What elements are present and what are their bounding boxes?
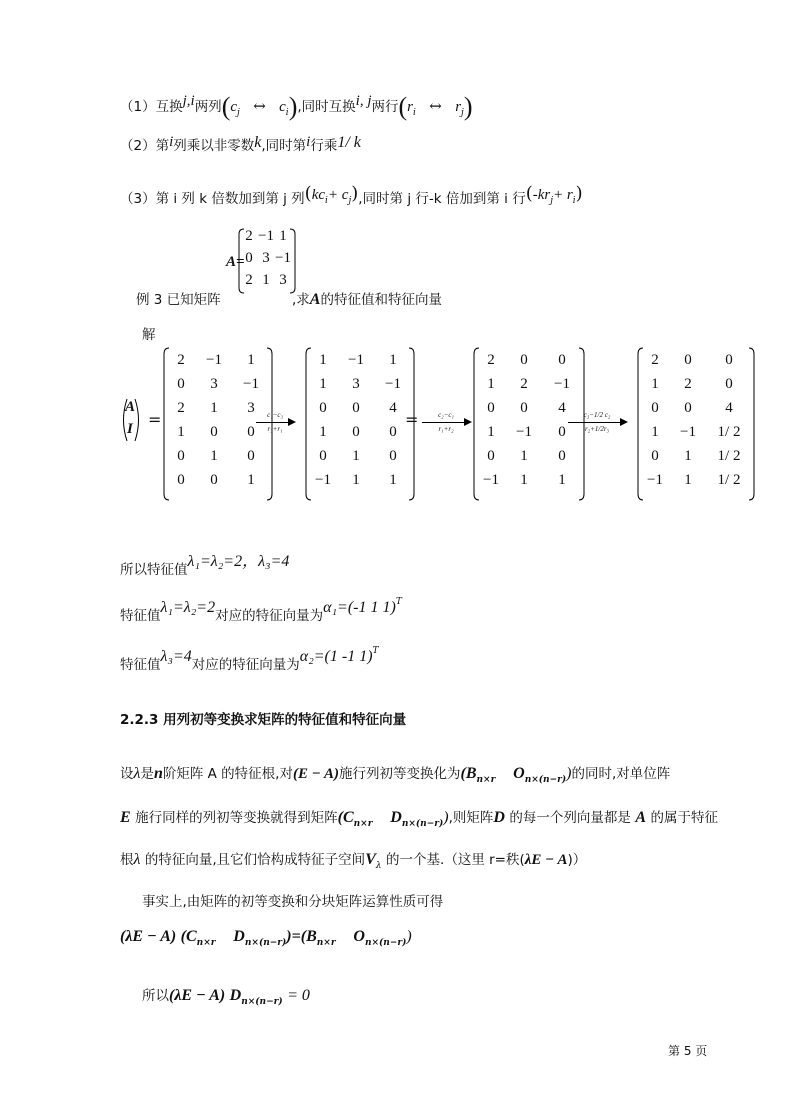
- para-2: 事实上,由矩阵的初等变换和分块矩阵运算性质可得: [142, 894, 444, 910]
- matrix-cell: 1: [651, 376, 659, 392]
- result-1: 所以特征值λ₁=λ₂=2，λ₃=4: [120, 553, 290, 578]
- matrix-cell: 0: [487, 400, 495, 416]
- arrow-2-bottom: r₁+r₂: [438, 425, 454, 433]
- example-matrix-cell: 3: [262, 250, 270, 266]
- matrix-cell: 0: [725, 352, 733, 368]
- matrix-cell: 1: [684, 472, 692, 488]
- matrix-cell: 1: [487, 424, 495, 440]
- example-matrix-cell: 2: [245, 228, 253, 244]
- equation-2: 所以(λE − A) $D_{n\times(n-r)} = 0$: [142, 987, 310, 1007]
- matrix-cell: 0: [352, 424, 360, 440]
- example-matrix-cell: −1: [275, 250, 291, 266]
- matrix-cell: 3: [352, 376, 360, 392]
- matrix-cell: 1: [247, 352, 255, 368]
- arrow-3: [568, 422, 626, 423]
- matrix-cell: 1: [319, 424, 327, 440]
- arrow-3-bottom: r₂+1/2r₃: [585, 425, 609, 433]
- matrix-cell: 0: [247, 448, 255, 464]
- matrix-cell: 2: [684, 376, 692, 392]
- matrix-cell: 0: [520, 400, 528, 416]
- matrix-cell: 1: [487, 376, 495, 392]
- arrow-1-bottom: r₃+r₁: [267, 425, 283, 433]
- matrix-cell: −1: [385, 376, 401, 392]
- matrix-cell: 0: [558, 352, 566, 368]
- example-A-eq: A=: [226, 254, 245, 270]
- matrix-cell: −1: [483, 472, 499, 488]
- arrow-2-top: c₂−c₁: [438, 411, 454, 419]
- matrix-cell: 0: [684, 352, 692, 368]
- matrix-cell: 2: [487, 352, 495, 368]
- matrix-cell: 2: [520, 376, 528, 392]
- example-matrix-cell: 0: [245, 250, 253, 266]
- matrix-cell: 2: [177, 400, 185, 416]
- matrix-cell: 1: [684, 448, 692, 464]
- example-tail: ,求A的特征值和特征向量: [292, 291, 442, 308]
- matrix-cell: 1: [389, 352, 397, 368]
- matrix-cell: −1: [315, 472, 331, 488]
- matrix-cell: 0: [651, 400, 659, 416]
- matrix-cell: −1: [680, 424, 696, 440]
- matrix-cell: 1: [352, 448, 360, 464]
- example-matrix-cell: 1: [262, 272, 270, 288]
- solve-label: 解: [142, 327, 156, 343]
- matrix-cell: 3: [247, 400, 255, 416]
- para-1-line-2: E 施行同样的列初等变换就得到矩阵($C_{n\times r}$ $D_{n\times(n-r)}$),则矩阵D 的每一个列向量都是 A 的属于特征: [120, 809, 718, 829]
- matrix-cell: 1/ 2: [717, 424, 741, 440]
- matrix-cell: 1: [558, 472, 566, 488]
- equation-1: (λE − A) ($C_{n\times r}$ $D_{n\times(n-r)})=(B_{n\times r}$ $O_{n\times(n-r)}$): [120, 928, 412, 948]
- matrix-cell: 1: [247, 472, 255, 488]
- op2-line: （2）第i列乘以非零数k,同时第i行乘1/ k: [120, 134, 361, 154]
- matrix-cell: −1: [348, 352, 364, 368]
- matrix-cell: 1: [319, 352, 327, 368]
- arrow-1-top: c₁−c₃: [267, 411, 283, 419]
- matrix-cell: −1: [243, 376, 259, 392]
- matrix-cell: 1: [352, 472, 360, 488]
- matrix-cell: 0: [177, 472, 185, 488]
- matrix-cell: 4: [725, 400, 733, 416]
- para-1-line-3: 根λ 的特征向量,且它们恰构成特征子空间$V_\lambda$ 的一个基.（这里 r=秩(λE − A)）: [120, 851, 587, 871]
- matrix-cell: 4: [558, 400, 566, 416]
- matrix-cell: 1: [389, 472, 397, 488]
- matrix-cell: 1: [520, 448, 528, 464]
- page-number: 第 5 页: [668, 1044, 708, 1058]
- arrow-2: [422, 422, 470, 423]
- section-title: 2.2.3 用列初等变换求矩阵的特征值和特征向量: [120, 712, 407, 728]
- result-2: 特征值λ₁=λ₂=2对应的特征向量为α₁=(-1 1 1)$^T$: [120, 597, 402, 624]
- matrix-cell: 1/ 2: [717, 448, 741, 464]
- para-1-line-1: 设λ是n阶矩阵 A 的特征根,对(E − A)施行列初等变换化为($B_{n\times r}$ $O_{n\times(n-r)}$)的同时,对单位阵: [120, 765, 671, 785]
- matrix-cell: 0: [520, 352, 528, 368]
- matrix-cell: 0: [558, 448, 566, 464]
- matrix-cell: 0: [684, 400, 692, 416]
- matrix-cell: 2: [177, 352, 185, 368]
- example-matrix-cell: 1: [279, 228, 287, 244]
- matrix-cell: 2: [651, 352, 659, 368]
- big-eq: =: [148, 410, 162, 429]
- result-3: 特征值λ₃=4对应的特征向量为α₂=(1 -1 1)$^T$: [120, 646, 379, 673]
- example-matrix-cell: −1: [258, 228, 274, 244]
- matrix-cell: 0: [319, 400, 327, 416]
- op3-line: （3）第 i 列 k 倍数加到第 j 列(kci+ cj),同时第 j 行-k 倍加到第 i 行(-krj+ ri): [120, 183, 583, 207]
- matrix-cell: 0: [725, 376, 733, 392]
- example-line: 例 3 已知矩阵: [136, 292, 221, 308]
- op1-line: （1）互换j,i两列($c_j$ ↔ $c_i$),同时互换i, j两行($r_i$ ↔ $r_j$): [120, 92, 473, 121]
- example-matrix-cell: 2: [245, 272, 253, 288]
- matrix-cell: −1: [647, 472, 663, 488]
- AI-bottom: I: [127, 421, 133, 437]
- matrix-cell: 0: [389, 424, 397, 440]
- example-matrix-cell: 3: [279, 272, 287, 288]
- matrix-cell: 0: [247, 424, 255, 440]
- matrix-cell: 1: [651, 424, 659, 440]
- matrix-cell: 3: [210, 376, 218, 392]
- arrow-1: [256, 422, 294, 423]
- matrix-cell: 1: [319, 376, 327, 392]
- AI-top: A: [125, 399, 136, 415]
- matrix-cell: 1: [210, 400, 218, 416]
- matrix-cell: −1: [206, 352, 222, 368]
- matrix-cell: 1: [520, 472, 528, 488]
- matrix-cell: 0: [651, 448, 659, 464]
- matrix-cell: 0: [558, 424, 566, 440]
- matrix-cell: −1: [516, 424, 532, 440]
- matrix-cell: 0: [487, 448, 495, 464]
- matrix-cell: 0: [389, 448, 397, 464]
- matrix-cell: 0: [210, 472, 218, 488]
- matrix-cell: 0: [177, 376, 185, 392]
- matrix-cell: 1: [177, 424, 185, 440]
- matrix-cell: 1/ 2: [717, 472, 741, 488]
- big-eq-2: =: [405, 410, 419, 429]
- matrix-cell: 4: [389, 400, 397, 416]
- matrix-cell: 0: [177, 448, 185, 464]
- matrix-cell: 1: [210, 448, 218, 464]
- arrow-3-top: c₃−1/2 c₂: [583, 411, 611, 419]
- matrix-cell: 0: [352, 400, 360, 416]
- matrix-cell: 0: [210, 424, 218, 440]
- matrix-cell: 0: [319, 448, 327, 464]
- matrix-cell: −1: [554, 376, 570, 392]
